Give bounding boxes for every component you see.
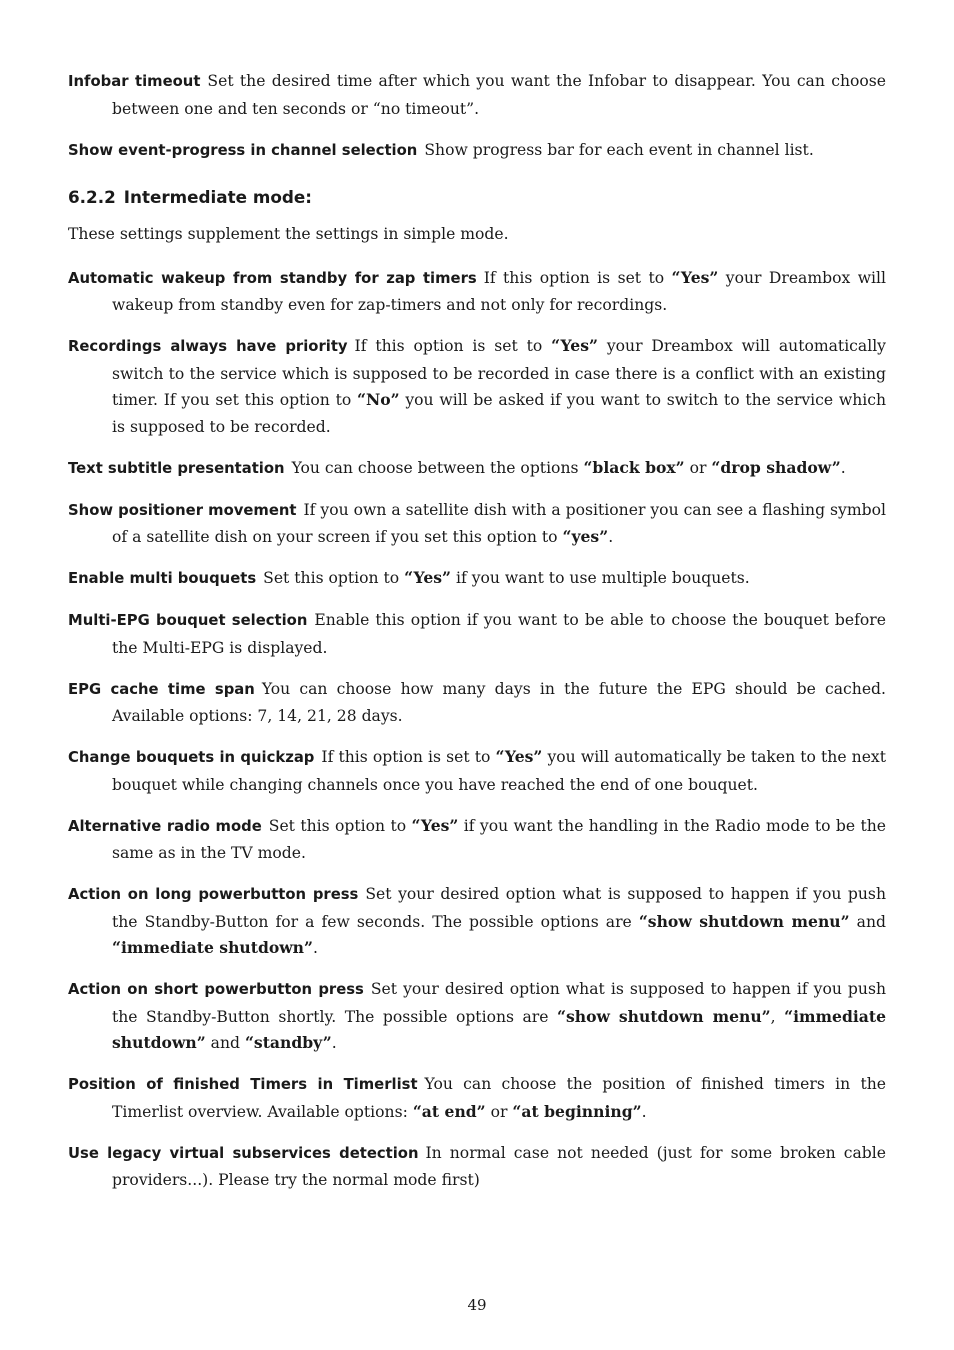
definition-text: , xyxy=(770,1007,785,1026)
definition-term: Change bouquets in quickzap xyxy=(68,749,315,766)
definition-text: . xyxy=(608,528,614,546)
option-value: “No” xyxy=(357,390,400,409)
definition-entry xyxy=(68,333,886,440)
definition-text: your Dreambox will automatically switch to the service which is supposed to be recorded in case there is a conflict with an existing timer. If you set this option to xyxy=(112,337,886,409)
option-value: “standby” xyxy=(244,1033,332,1052)
definition-text: or xyxy=(684,458,712,477)
definition-text: In normal case not needed (just for some broken cable providers...). Please try the normal mode first) xyxy=(112,1143,886,1189)
definition-entry xyxy=(68,813,886,867)
definition-term: Text subtitle presentation xyxy=(68,459,285,477)
definition-entry xyxy=(68,497,886,551)
definition-term: Recordings always have priority xyxy=(68,338,348,355)
definition-text: If this option is set to xyxy=(321,748,496,766)
definition-entry xyxy=(68,455,886,483)
definition-text: . xyxy=(331,1034,337,1052)
option-value: “Yes” xyxy=(551,336,598,355)
definition-text: you will be asked if you want to switch to the service which is supposed to be recorded. xyxy=(112,391,887,436)
definition-text: Set your desired option what is supposed to happen if you push the Standby-Button shortly. The possible options are xyxy=(112,980,886,1026)
option-value: “at end” xyxy=(412,1101,486,1121)
definition-text: . xyxy=(840,458,846,477)
definition-text: Set the desired time after which you want the Infobar to disappear. You can choose between one and ten seconds or “no timeout”. xyxy=(112,72,886,118)
option-value: “show shutdown menu” xyxy=(638,911,850,931)
option-value: “show shutdown menu” xyxy=(557,1006,771,1026)
definition-text: Enable this option if you want to be able to choose the bouquet before the Multi-EPG is displayed. xyxy=(112,611,886,657)
definition-term: Action on long powerbutton press xyxy=(68,886,359,903)
definition-text: You can choose how many days in the future the EPG should be cached. Available options: 7, 14, 21, 28 days. xyxy=(112,679,886,725)
definition-entry xyxy=(68,676,886,730)
definition-entry xyxy=(68,265,886,319)
definition-text: Show progress bar for each event in channel list. xyxy=(424,140,814,159)
definition-term: Use legacy virtual subservices detection xyxy=(68,1144,419,1162)
option-value: “Yes” xyxy=(495,747,543,766)
definition-text: If this option is set to xyxy=(483,268,672,287)
section-number: 6.2.2 xyxy=(68,187,116,207)
document-page xyxy=(68,68,886,1208)
definition-entry xyxy=(68,1071,886,1125)
definition-entry xyxy=(68,607,886,661)
option-value: “black box” xyxy=(583,457,685,477)
definition-list xyxy=(68,265,886,1194)
definition-term: Multi-EPG bouquet selection xyxy=(68,612,308,629)
option-value: “Yes” xyxy=(411,815,459,835)
definition-text: . xyxy=(641,1102,647,1121)
definition-term: Automatic wakeup from standby for zap timers xyxy=(68,269,477,287)
definition-text: and xyxy=(849,912,886,931)
option-value: “Yes” xyxy=(404,568,452,587)
definition-text: You can choose the position of finished timers in the Timerlist overview. Available options: xyxy=(112,1075,886,1121)
page-number: 49 xyxy=(467,1296,487,1314)
option-value: “drop shadow” xyxy=(711,457,841,477)
section-title: Intermediate mode: xyxy=(123,187,312,207)
definition-text: You can choose between the options xyxy=(291,458,584,477)
top-definition-list xyxy=(68,68,886,164)
definition-text: and xyxy=(205,1034,245,1052)
definition-term: Alternative radio mode xyxy=(68,817,262,835)
definition-term: Infobar timeout xyxy=(68,73,201,90)
definition-term: Show positioner movement xyxy=(68,501,297,519)
definition-entry xyxy=(68,137,886,165)
definition-entry xyxy=(68,744,886,798)
option-value: “immediate shutdown” xyxy=(112,938,313,957)
definition-entry xyxy=(68,976,886,1057)
definition-text: Set this option to xyxy=(268,816,412,835)
section-heading xyxy=(68,184,886,210)
definition-term: Show event-progress in channel selection xyxy=(68,141,418,159)
section-intro: These settings supplement the settings in simple mode. xyxy=(68,225,509,243)
definition-text: If this option is set to xyxy=(354,337,552,355)
definition-entry xyxy=(68,881,886,962)
definition-text: if you want the handling in the Radio mode to be the same as in the TV mode. xyxy=(112,816,886,862)
definition-text: If you own a satellite dish with a positioner you can see a flashing symbol of a satellite dish on your screen if you set this option to xyxy=(112,500,886,546)
definition-term: Position of finished Timers in Timerlist xyxy=(68,1076,418,1093)
definition-text: or xyxy=(485,1102,513,1121)
definition-term: EPG cache time span xyxy=(68,680,255,698)
definition-entry xyxy=(68,565,886,593)
option-value: “immediate shutdown” xyxy=(112,1006,886,1052)
definition-text: your Dreambox will wakeup from standby even for zap-timers and not only for recordings. xyxy=(112,268,887,314)
option-value: “yes” xyxy=(562,527,609,546)
option-value: “at beginning” xyxy=(512,1101,642,1121)
definition-entry xyxy=(68,68,886,122)
definition-text: if you want to use multiple bouquets. xyxy=(451,569,750,587)
option-value: “Yes” xyxy=(671,267,719,287)
definition-text: you will automatically be taken to the next bouquet while changing channels once you have reached the end of one bouquet. xyxy=(112,748,886,794)
definition-text: Set this option to xyxy=(263,569,405,587)
definition-term: Action on short powerbutton press xyxy=(68,981,364,998)
definition-text: Set your desired option what is supposed to happen if you push the Standby-Button for a few seconds. The possible options are xyxy=(112,885,886,931)
definition-text: . xyxy=(313,939,318,957)
definition-entry xyxy=(68,1140,886,1194)
definition-term: Enable multi bouquets xyxy=(68,570,257,587)
